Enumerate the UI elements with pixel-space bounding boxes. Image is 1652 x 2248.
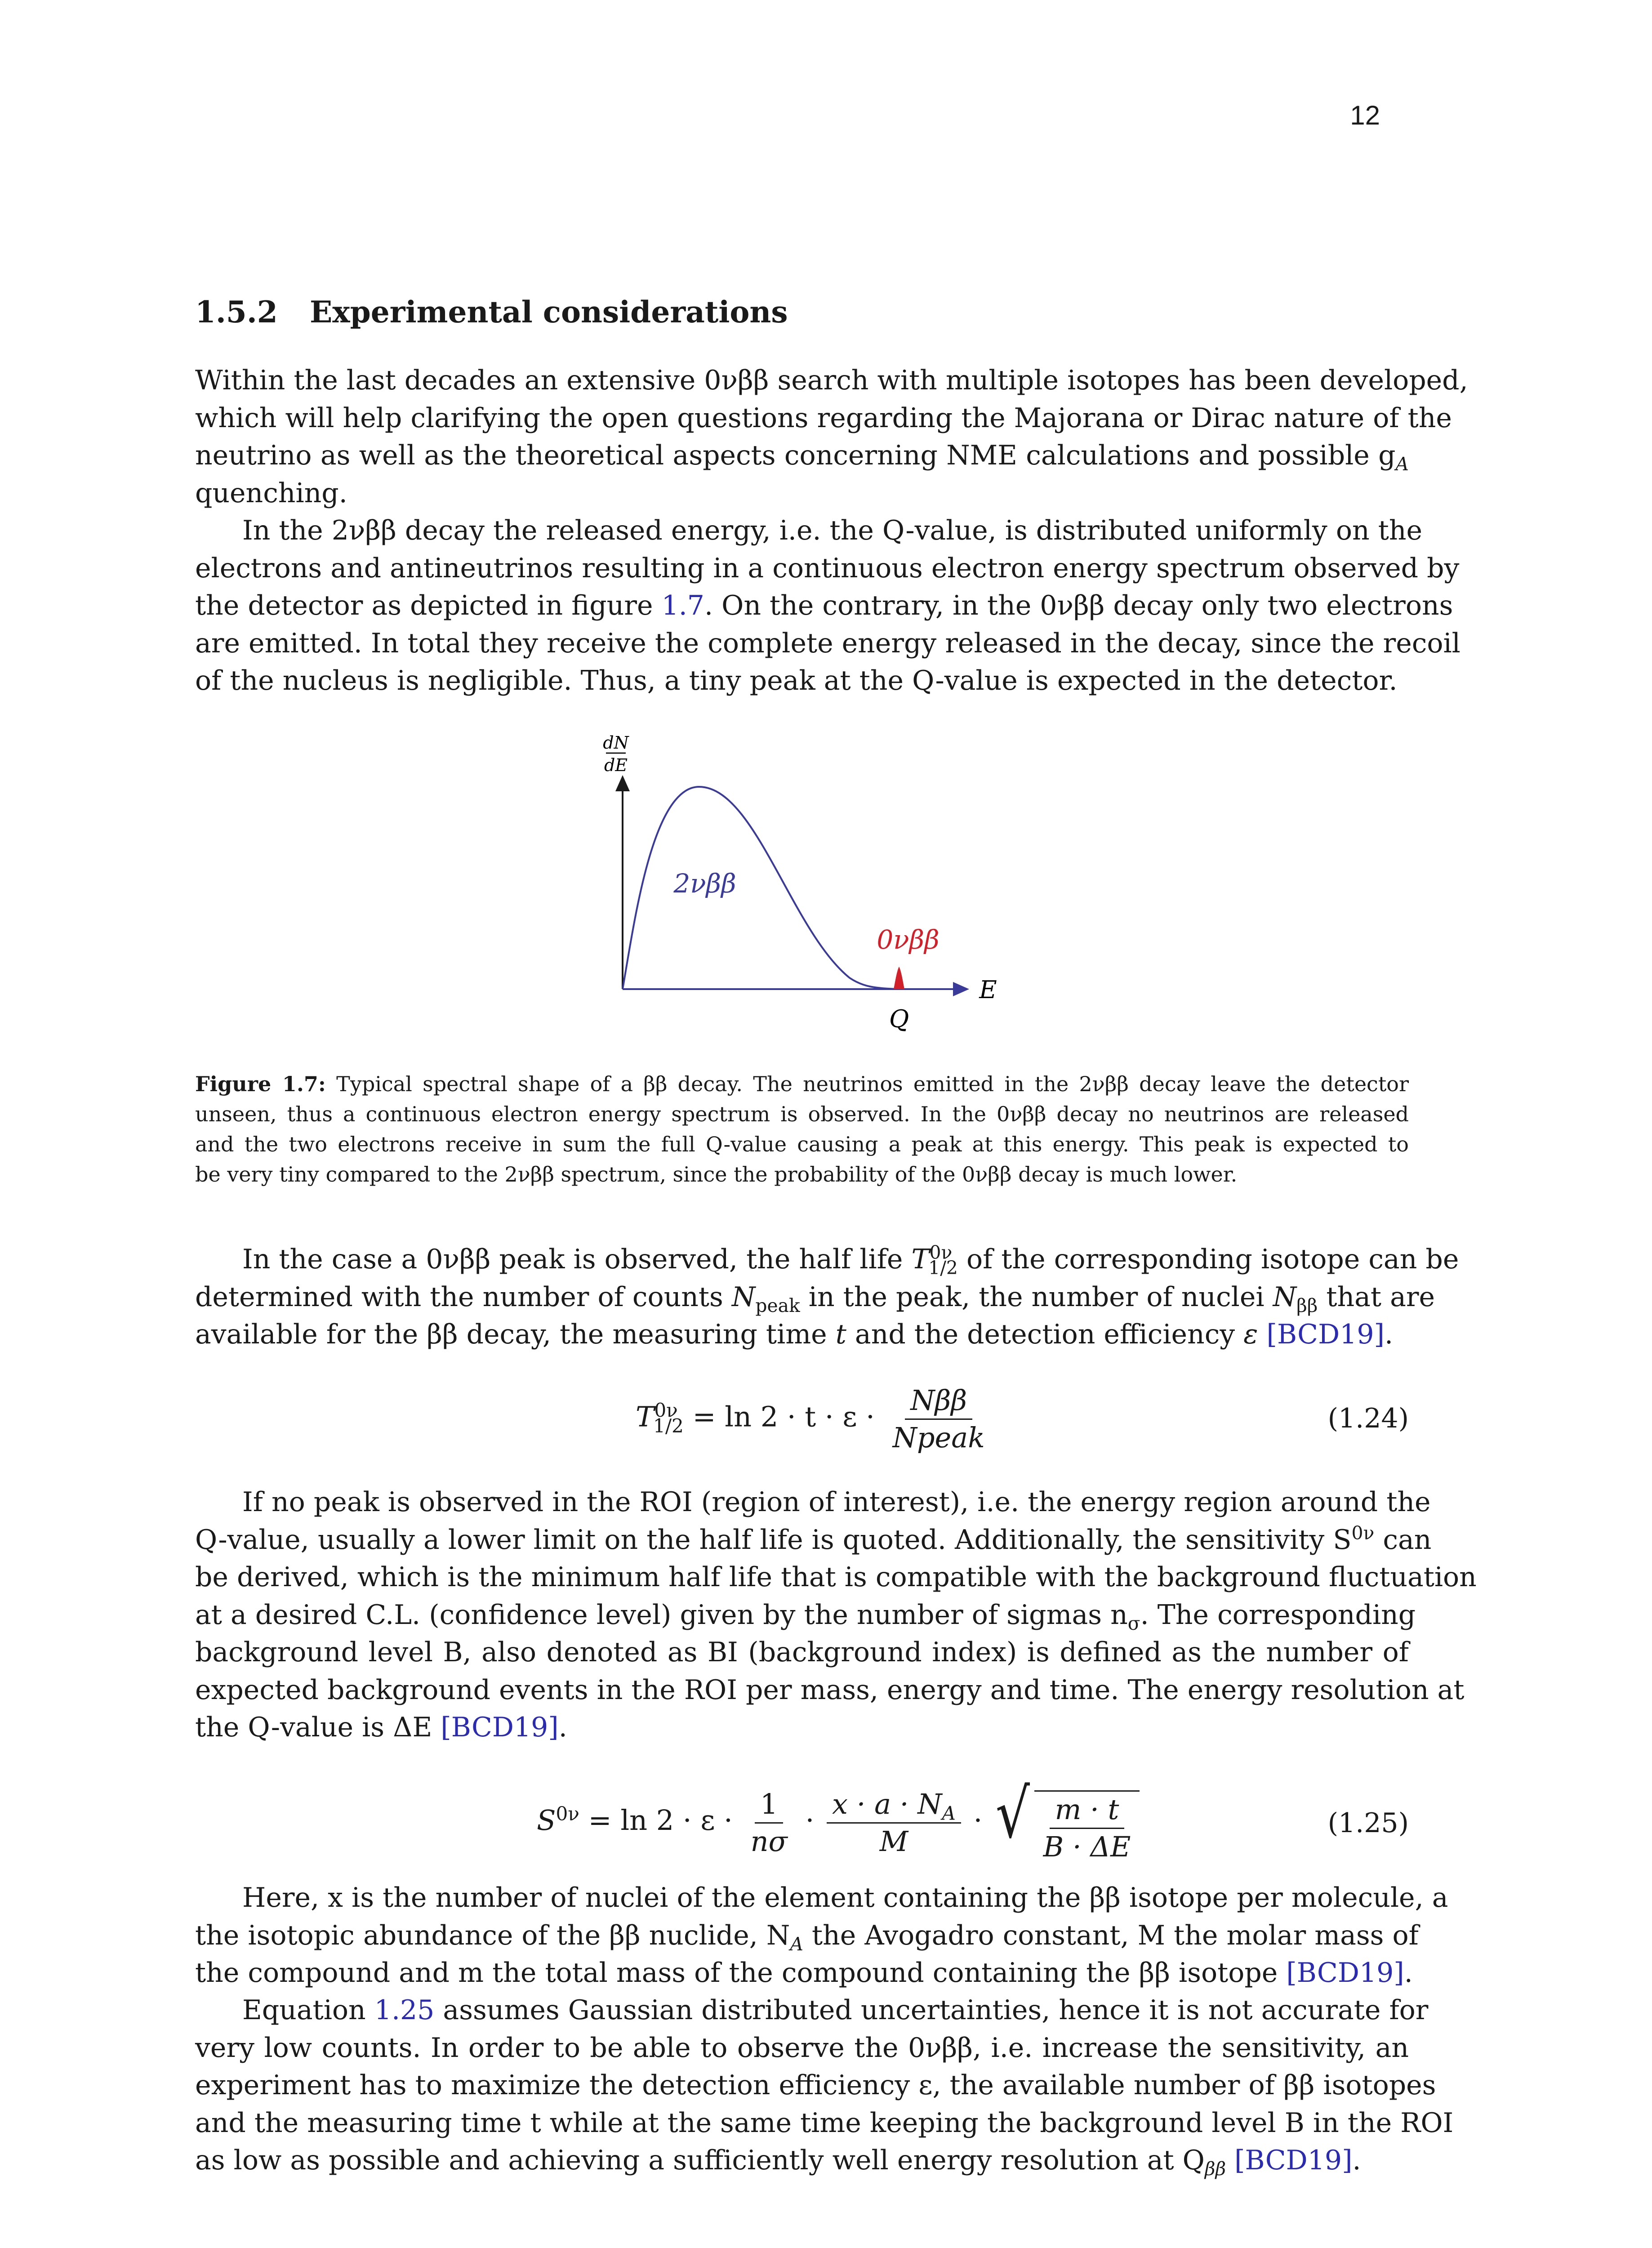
two-neutrino-spectrum-curve [623,787,899,989]
spectrum-diagram [584,728,1079,1052]
text-line: neutrino as well as the theoretical aspects concerning NME calculations and possible $g_A$ [195,440,1409,475]
spectrum-figure [584,728,1079,1052]
caption-line: unseen, thus a continuous electron energy spectrum is observed. In the 0νββ decay no neutrinos are released [195,1102,1409,1126]
text-line: quenching. [195,477,347,509]
caption-line: and the two electrons receive in sum the full Q-value causing a peak at this energy. This peak is expected to [195,1132,1409,1156]
paragraph-intro [195,362,1468,512]
page-number: 12 [1350,100,1380,130]
text-line: Here, x is the number of nuclei of the element containing the ββ isotope per molecule, a [242,1882,1448,1913]
paragraph-sensitivity [195,1484,1477,1747]
equation-body: $S^{0\nu} = \ln 2 \cdot \varepsilon$ · $\frac{1}{n\sigma}$ · $\frac{x \cdot a \cdot N_A}{M}$ · √ $\frac{m \cdot t}{B \cdot \Delta E}$ [537,1780,1140,1865]
paragraph-spectrum [195,512,1461,700]
paragraph-half-life [195,1241,1459,1354]
q-value-label: Q [889,1005,909,1033]
x-axis-label: E [979,976,997,1004]
equation-number: (1.24) [1327,1403,1409,1434]
figure-link[interactable]: 1.7 [661,590,704,621]
text-line: at a desired C.L. (confidence level) given by the number of sigmas $n_\sigma$. The corresponding [195,1599,1416,1634]
text-line: experiment has to maximize the detection efficiency ε, the available number of ββ isotopes [195,2070,1436,2101]
paragraph-definitions [195,1879,1448,1992]
section-number: 1.5.2 [195,294,278,330]
equation-number: (1.25) [1327,1807,1409,1839]
text-line: the Q-value is ΔE [BCD19]. [195,1712,567,1743]
text-line: and the measuring time t while at the same time keeping the background level B in the ROI [195,2107,1454,2139]
text-line: are emitted. In total they receive the complete energy released in the decay, since the recoil [195,627,1461,659]
zero-neutrino-peak [894,967,904,989]
caption-label: Figure 1.7: [195,1072,326,1096]
text-line: determined with the number of counts $N_{peak}$ in the peak, the number of nuclei $N_{\beta\beta}$ that are [195,1281,1435,1316]
label-two-neutrino: 2νββ [673,868,736,899]
text-line: Within the last decades an extensive 0νββ search with multiple isotopes has been developed, [195,365,1468,396]
section-heading [195,294,788,330]
text-line: available for the ββ decay, the measuring time t and the detection efficiency ε [BCD19]. [195,1319,1394,1350]
text-line: very low counts. In order to be able to observe the 0νββ, i.e. increase the sensitivity, an [195,2032,1409,2064]
section-title: Experimental considerations [310,294,788,330]
text-line: be derived, which is the minimum half life that is compatible with the background fluctuation [195,1561,1477,1593]
citation-link[interactable]: [BCD19] [1226,2145,1353,2176]
equation-link[interactable]: 1.25 [374,1994,435,2026]
text-line: In the 2νββ decay the released energy, i.e. the Q-value, is distributed uniformly on the [242,515,1422,546]
y-axis-label-denominator: dE [604,755,628,775]
text-line: background level B, also denoted as BI (background index) is defined as the number of [195,1637,1409,1668]
label-zero-neutrino: 0νββ [877,924,940,955]
text-line: Q-value, usually a lower limit on the half life is quoted. Additionally, the sensitivity $S^{0\nu}$ can [195,1522,1432,1556]
caption-line: be very tiny compared to the 2νββ spectrum, since the probability of the 0νββ decay is much lower. [195,1162,1238,1186]
figure-caption [195,1069,1409,1190]
text-line: of the nucleus is negligible. Thus, a tiny peak at the Q-value is expected in the detector. [195,665,1398,696]
text-line: which will help clarifying the open questions regarding the Majorana or Dirac nature of the [195,402,1452,434]
equation-1-24 [195,1383,1409,1472]
text-line: electrons and antineutrinos resulting in a continuous electron energy spectrum observed by [195,552,1460,584]
text-line: Equation 1.25 assumes Gaussian distributed uncertainties, hence it is not accurate for [242,1994,1429,2026]
citation-link[interactable]: [BCD19] [1286,1957,1404,1989]
text-line: as low as possible and achieving a sufficiently well energy resolution at $Q_{\beta\beta}$ [BCD19]. [195,2145,1361,2180]
text-line: In the case a 0νββ peak is observed, the half life $T^{0\nu}_{1/2}$ of the corresponding isotope can be [242,1242,1459,1279]
citation-link[interactable]: [BCD19] [1266,1319,1385,1350]
equation-1-25 [195,1775,1409,1875]
equation-body: $T^{0\nu}_{1/2} = \ln 2 \cdot t \cdot \varepsilon$ · $\frac{\text{Nββ}}{\text{Npeak}}$ [636,1383,994,1456]
text-line: the detector as depicted in figure 1.7. On the contrary, in the 0νββ decay only two electrons [195,590,1453,621]
text-line: expected background events in the ROI per mass, energy and time. The energy resolution at [195,1674,1465,1706]
y-axis-label-numerator: dN [603,733,629,753]
text-line: If no peak is observed in the ROI (region of interest), i.e. the energy region around the [242,1486,1431,1518]
caption-line: Figure 1.7: Typical spectral shape of a ββ decay. The neutrinos emitted in the 2νββ decay leave the detector [195,1072,1409,1096]
paragraph-requirements [195,1992,1454,2180]
text-line: the compound and m the total mass of the compound containing the ββ isotope [BCD19]. [195,1957,1413,1989]
text-line: the isotopic abundance of the ββ nuclide, $N_A$ the Avogadro constant, M the molar mass of [195,1919,1419,1955]
citation-link[interactable]: [BCD19] [441,1712,559,1743]
